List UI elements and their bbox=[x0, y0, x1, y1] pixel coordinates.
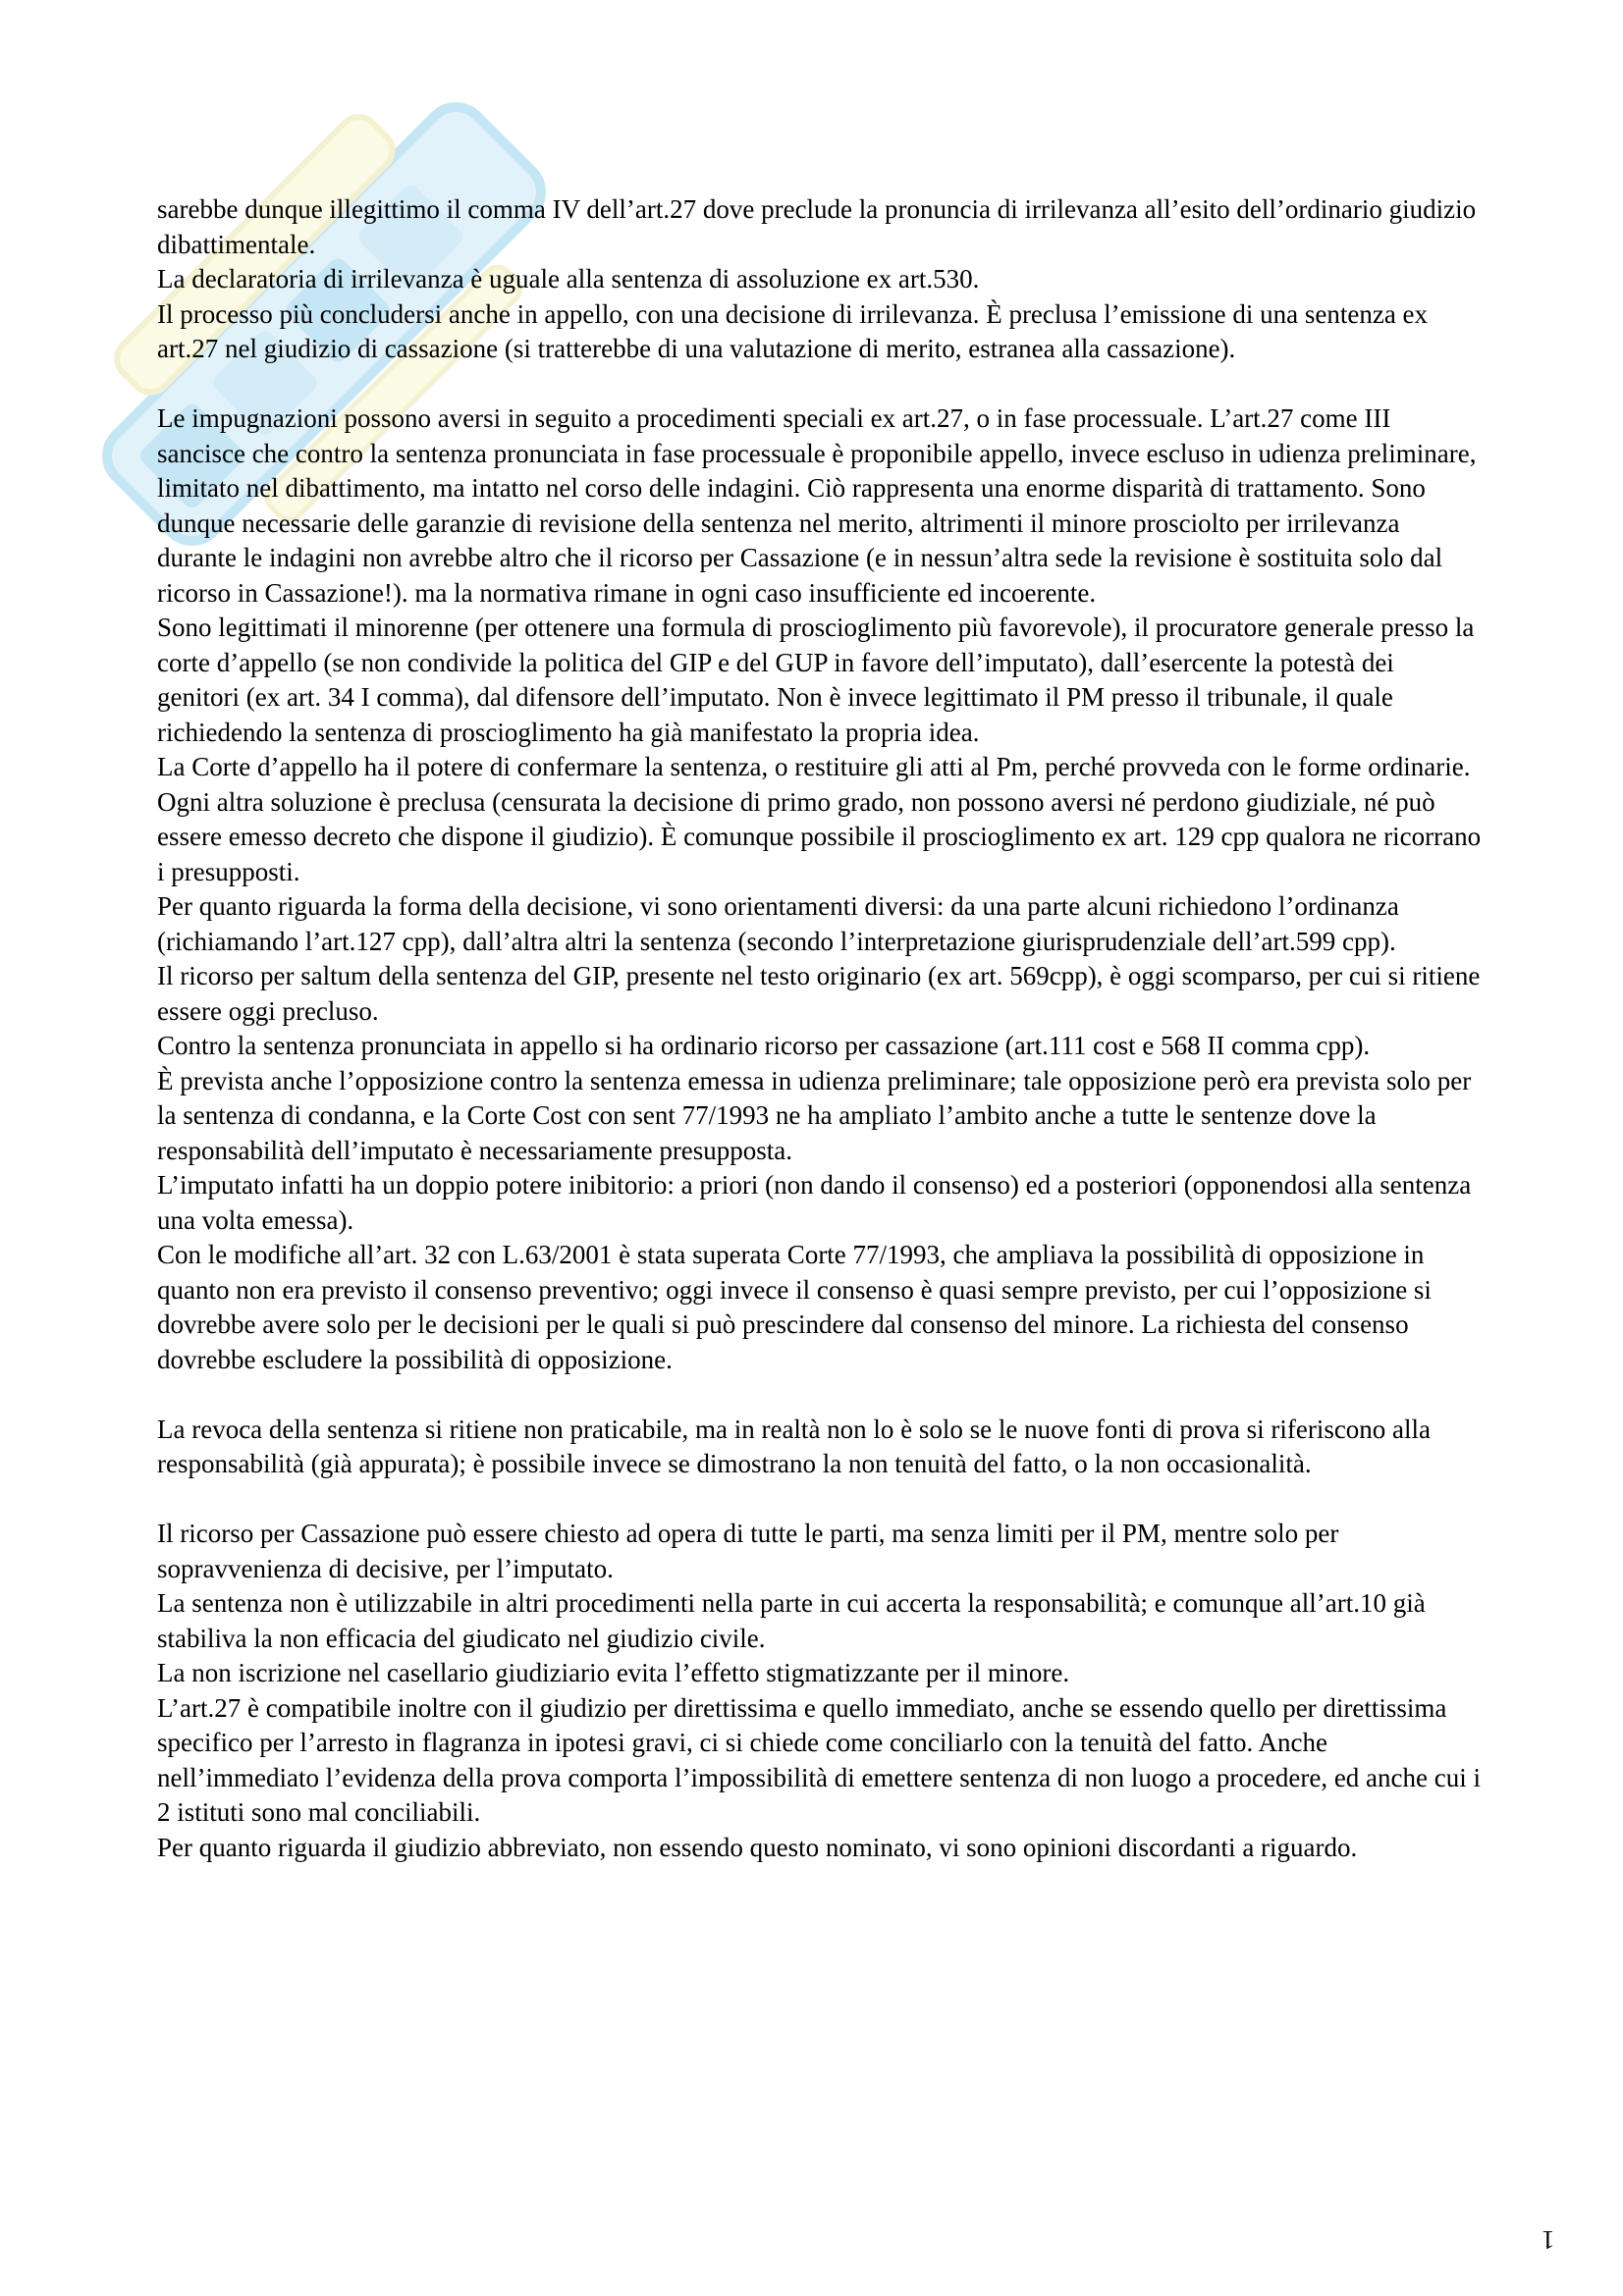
page-number: 1 bbox=[1542, 2225, 1555, 2255]
body-paragraph: Per quanto riguarda il giudizio abbreviato, non essendo questo nominato, vi sono opinioni discordanti a riguardo. bbox=[157, 1832, 1358, 1862]
body-paragraph: L’art.27 è compatibile inoltre con il giudizio per direttissima e quello immediato, anche se essendo quello per direttissima specifico per l’arresto in flagranza in ipotesi gravi, ci si chiede come conciliarlo con la tenuità del fatto. Anche nell’immediato l’evidenza della prova comporta l’impossibilità di emettere sentenza di non luogo a procedere, ed anche cui i 2 istituti sono mal conciliabili. bbox=[157, 1692, 1481, 1827]
body-paragraph: La revoca della sentenza si ritiene non praticabile, ma in realtà non lo è solo se le nuove fonti di prova si riferiscono alla responsabilità (già appurata); è possibile invece se dimostrano la non tenuità del fatto, o la non occasionalità. bbox=[157, 1414, 1432, 1478]
body-paragraph: Il ricorso per Cassazione può essere chiesto ad opera di tutte le parti, ma senza limiti per il PM, mentre solo per sopravvenienza di decisive, per l’imputato. bbox=[157, 1519, 1339, 1583]
body-paragraph: sarebbe dunque illegittimo il comma IV dell’art.27 dove preclude la pronuncia di irrilevanza all’esito dell’ordinario giudizio dibattimentale. bbox=[157, 194, 1477, 259]
paragraph-spacer bbox=[157, 1482, 1483, 1518]
document-body bbox=[157, 192, 1483, 1865]
body-paragraph: La declaratoria di irrilevanza è uguale alla sentenza di assoluzione ex art.530. bbox=[157, 264, 980, 294]
paragraph-spacer bbox=[157, 367, 1483, 402]
body-paragraph: Contro la sentenza pronunciata in appello si ha ordinario ricorso per cassazione (art.111 cost e 568 II comma cpp). bbox=[157, 1031, 1371, 1060]
body-paragraph: L’imputato infatti ha un doppio potere inibitorio: a priori (non dando il consenso) ed a posteriori (opponendosi alla sentenza una volta emessa). bbox=[157, 1170, 1472, 1235]
body-paragraph: La sentenza non è utilizzabile in altri procedimenti nella parte in cui accerta la responsabilità; e comunque all’art.10 già stabiliva la non efficacia del giudicato nel giudizio civile. bbox=[157, 1588, 1426, 1653]
paragraph-spacer bbox=[157, 1377, 1483, 1413]
body-paragraph: Per quanto riguarda la forma della decisione, vi sono orientamenti diversi: da una parte alcuni richiedono l’ordinanza (richiamando l’art.127 cpp), dall’altra altri la sentenza (secondo l’interpretazione giurisprudenziale dell’art.599 cpp). bbox=[157, 891, 1399, 956]
body-paragraph: Il processo più concludersi anche in appello, con una decisione di irrilevanza. È preclusa l’emissione di una sentenza ex art.27 nel giudizio di cassazione (si tratterebbe di una valutazione di merito, estranea alla cassazione). bbox=[157, 298, 1429, 363]
body-paragraph: Le impugnazioni possono aversi in seguito a procedimenti speciali ex art.27, o in fase processuale. L’art.27 come III sancisce che contro la sentenza pronunciata in fase processuale è proponibile appello, invece escluso in udienza preliminare, limitato nel dibattimento, ma intatto nel corso delle indagini. Ciò rappresenta una enorme disparità di trattamento. Sono dunque necessarie delle garanzie di revisione della sentenza nel merito, altrimenti il minore prosciolto per irrilevanza durante le indagini non avrebbe altro che il ricorso per Cassazione (e in nessun’altra sede la revisione è sostituita solo dal ricorso in Cassazione!). ma la normativa rimane in ogni caso insufficiente ed incoerente. bbox=[157, 403, 1477, 608]
body-paragraph: La Corte d’appello ha il potere di confermare la sentenza, o restituire gli atti al Pm, perché provveda con le forme ordinarie. Ogni altra soluzione è preclusa (censurata la decisione di primo grado, non possono aversi né perdono giudiziale, né può essere emesso decreto che dispone il giudizio). È comunque possibile il proscioglimento ex art. 129 cpp qualora ne ricorrano i presupposti. bbox=[157, 752, 1482, 886]
body-paragraph: Il ricorso per saltum della sentenza del GIP, presente nel testo originario (ex art. 569cpp), è oggi scomparso, per cui si ritiene essere oggi precluso. bbox=[157, 961, 1481, 1026]
body-paragraph: Con le modifiche all’art. 32 con L.63/2001 è stata superata Corte 77/1993, che ampliava la possibilità di opposizione in quanto non era previsto il consenso preventivo; oggi invece il consenso è quasi sempre previsto, per cui l’opposizione si dovrebbe avere solo per le decisioni per le quali si può prescindere dal consenso del minore. La richiesta del consenso dovrebbe escludere la possibilità di opposizione. bbox=[157, 1240, 1432, 1374]
body-paragraph: La non iscrizione nel casellario giudiziario evita l’effetto stigmatizzante per il minore. bbox=[157, 1658, 1070, 1687]
body-paragraph: Sono legittimati il minorenne (per ottenere una formula di proscioglimento più favorevole), il procuratore generale presso la corte d’appello (se non condivide la politica del GIP e del GUP in favore dell’imputato), dall’esercente la potestà dei genitori (ex art. 34 I comma), dal difensore dell’imputato. Non è invece legittimato il PM presso il tribunale, il quale richiedendo la sentenza di proscioglimento ha già manifestato la propria idea. bbox=[157, 613, 1475, 747]
body-paragraph: È prevista anche l’opposizione contro la sentenza emessa in udienza preliminare; tale opposizione però era prevista solo per la sentenza di condanna, e la Corte Cost con sent 77/1993 ne ha ampliato l’ambito anche a tutte le sentenze dove la responsabilità dell’imputato è necessariamente presupposta. bbox=[157, 1065, 1472, 1165]
